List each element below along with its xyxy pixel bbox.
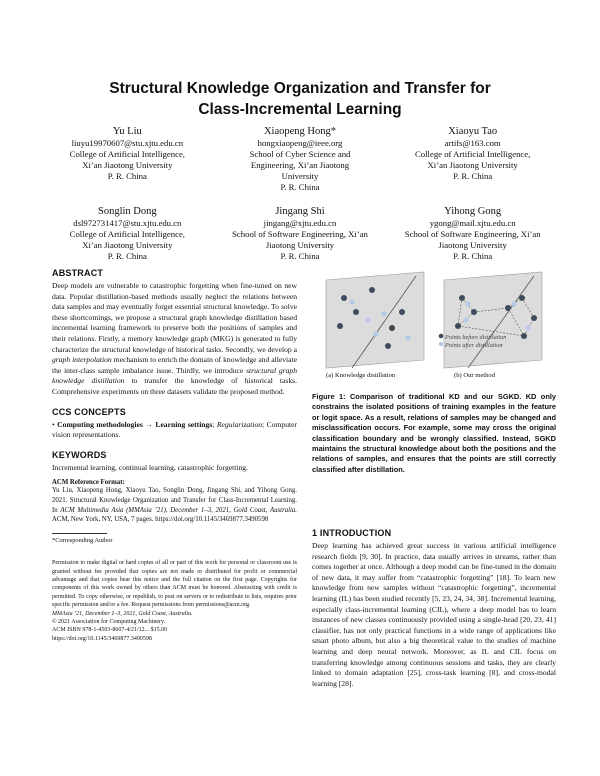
author-row-2: [44, 205, 556, 262]
legend-after: Points after distillation: [445, 342, 503, 349]
ccs-heading: CCS CONCEPTS: [52, 406, 126, 417]
author-email: jingang@xjtu.edu.cn: [263, 218, 337, 228]
author-affiliation: College of Artificial Intelligence,: [69, 149, 185, 159]
figure-1-diagram: [312, 268, 556, 388]
author-affiliation: School of Cyber Science and: [249, 149, 351, 159]
intro-section: [312, 528, 556, 689]
author-1: [44, 125, 211, 193]
author-country: P. R. China: [107, 251, 147, 261]
author-affiliation: Xi’an Jiaotong University: [427, 160, 518, 170]
author-name: Jingang Shi: [275, 206, 325, 217]
intro-text: Deep learning has achieved great success in various artificial intelligence research fields [9, 30]. In practice, data usually arrives in streams, rather than comes together at once. Although a deep model can be fine-tuned in the domain of new data, it may suffer from “catastrophic forgetting” [18]. To learn new knowledge from new samples without “catastrophic forgetting”, incremental learning (IL) has been studied recently [5, 23, 24, 34, 38]. Incremental learning, especially class-incremental learning (CIL), where a deep model has to learn instances of new classes continuously provided using a single-head [20, 23, 41] classifier, has not only practical functions in a wide range of applications like smart photo album, but also a big theoretical value to the studies of machine learning and deep neural network. Moreover, as IL and CIL focus on transferring knowledge among continuous sessions and tasks, they are clearly linked to domain adaptation [25], cross-task learning [8], and cross-modal learning [28].: [312, 541, 556, 688]
author-name: Xiaoyu Tao: [448, 126, 498, 137]
keywords-heading: KEYWORDS: [52, 449, 107, 460]
right-column: [312, 268, 556, 689]
corresponding-author-note: *Corresponding Author: [52, 536, 113, 544]
title-line-1: Structural Knowledge Organization and Transfer for: [109, 80, 491, 97]
author-affiliation: College of Artificial Intelligence,: [415, 149, 531, 159]
author-country: P. R. China: [280, 182, 320, 192]
subfigure-b-label: (b) Our method: [454, 372, 496, 379]
author-2: [217, 125, 384, 193]
author-block: [44, 125, 556, 262]
permission-block: [52, 559, 297, 643]
legend-marker-before: [439, 334, 444, 339]
reference-format-text: Yu Liu, Xiaopeng Hong, Xiaoyu Tao, Songlin Dong, Jingang Shi, and Yihong Gong. 2021. Structural Knowledge Organization and Transfer for Class-Incremental Learning. In ACM Multimedia Asia (MMAsia ’21), December 1–3, 2021, Gold Coast, Australia. ACM, New York, NY, USA, 7 pages. https://doi.org/10.1145/3469877.3490598: [52, 487, 297, 524]
footnote-rule: [52, 533, 107, 534]
author-5: [217, 205, 384, 262]
author-row-1: [44, 125, 556, 193]
author-3: [389, 125, 556, 193]
intro-heading: 1 INTRODUCTION: [312, 528, 392, 538]
author-affiliation: School of Software Engineering, Xi’an: [232, 229, 368, 239]
author-affiliation: Jiaotong University: [438, 240, 507, 250]
author-email: ygong@mail.xjtu.edu.cn: [429, 218, 516, 228]
legend-marker-after: [439, 342, 444, 347]
permission-text: Permission to make digital or hard copies of all or part of this work for personal or classroom use is granted without fee provided that copies are not made or distributed for profit or commercial advantage and that copies bear this notice and the full citation on the first page. Copyrights for components of this work owned by others than ACM must be honored. Abstracting with credit is permitted. To copy otherwise, or republish, to post on servers or to redistribute to lists, requires prior specific permission and/or a fee. Request permissions from permissions@acm.org.: [52, 560, 297, 609]
keywords-text: Incremental learning, continual learning, catastrophic forgetting.: [52, 462, 248, 472]
subfigure-a-label: (a) Knowledge distillation: [326, 372, 396, 379]
legend-before: Points before distillation: [445, 334, 507, 341]
author-email: liuyu1997060​7@stu.xjtu.edu.cn: [71, 138, 184, 148]
author-affiliation: University: [281, 171, 319, 181]
figure-1: [312, 268, 556, 474]
author-name: Xiaopeng Hong*: [263, 126, 336, 137]
abstract-text: Deep models are vulnerable to catastrophic forgetting when fine-tuned on new data. Popular distillation-based methods usually neglect the relations between data samples and may eventually forget essential structural knowledge. To solve these shortcomings, we propose a structural graph knowledge distillation based incremental learning framework to preserve both the positions of samples and their relations. Firstly, a memory knowledge graph (MKG) is generated to fully characterize the structural knowledge of historical tasks. Secondly, we develop a graph interpolation mechanism to enrich the domain of knowledge and alleviate the inter-class sample imbalance issue. Thirdly, we introduce structural graph knowledge distillation to transfer the knowledge of historical tasks. Comprehensive experiments on three datasets validate the proposed method.: [52, 281, 297, 396]
permission-copyright: © 2021 Association for Computing Machinery.: [52, 619, 166, 626]
title-line-2: Class-Incremental Learning: [198, 101, 402, 118]
author-name: Songlin Dong: [98, 206, 157, 217]
abstract-heading: ABSTRACT: [52, 268, 104, 278]
author-country: P. R. China: [107, 171, 147, 181]
left-column: [52, 268, 297, 643]
author-name: Yihong Gong: [444, 206, 502, 217]
reference-format-heading: ACM Reference Format:: [52, 479, 125, 487]
ccs-text: • Computing methodologies → Learning settings; Regularization; Computer vision representations.: [52, 419, 298, 440]
author-country: P. R. China: [280, 251, 320, 261]
author-affiliation: College of Artificial Intelligence,: [69, 229, 185, 239]
author-email: artifs@163.com: [444, 138, 501, 148]
author-country: P. R. China: [453, 171, 493, 181]
author-country: P. R. China: [453, 251, 493, 261]
author-affiliation: Jiaotong University: [265, 240, 335, 250]
author-4: [44, 205, 211, 262]
figure-1-caption: Figure 1: Comparison of traditional KD and our SGKD. KD only constrains the isolated positions of training examples in the feature or logit space. As a result, relations of samples may be changed and misclassification occurs. For example, some may cross the original classification boundary and be wrongly classified. Instead, SGKD maintains the structural knowledge about both the positions and the relations of samples, and ensures that the points are still correctly classified after distillation.: [312, 392, 556, 474]
permission-isbn: ACM ISBN 978-1-4503-8607-4/21/12... $15.00: [52, 627, 168, 634]
permission-doi: https://doi.org/10.1145/3469877.3490598: [52, 635, 152, 642]
author-affiliation: School of Software Engineering, Xi’an: [404, 229, 541, 239]
feature-plane-a: [326, 272, 424, 368]
paper-title: [40, 78, 560, 120]
author-email: dsl972731417@stu.xjtu.edu.cn: [73, 218, 182, 228]
author-name: Yu Liu: [112, 126, 142, 137]
author-affiliation: Xi’an Jiaotong University: [82, 160, 173, 170]
author-affiliation: Xi’an Jiaotong University: [82, 240, 173, 250]
permission-venue: MMAsia ’21, December 1–3, 2021, Gold Coast, Australia.: [52, 610, 193, 617]
author-6: [389, 205, 556, 262]
author-affiliation: Engineering, Xi’an Jiaotong: [250, 160, 350, 170]
author-email: hongxiaopeng@ieee.org: [257, 138, 343, 148]
